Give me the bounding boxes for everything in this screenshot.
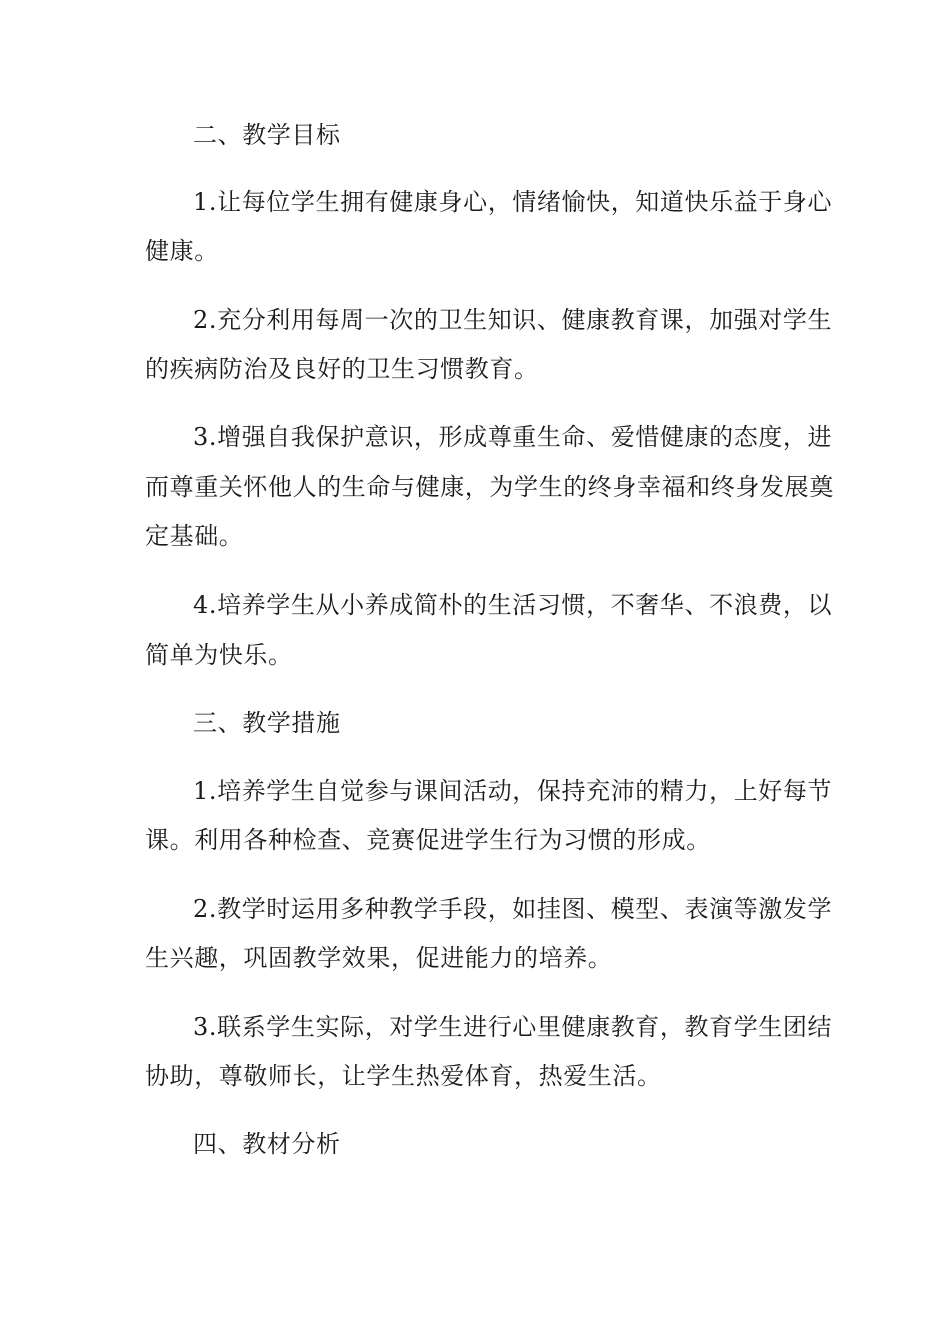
- paragraph-line: 3.联系学生实际，对学生进行心里健康教育，教育学生团结: [193, 1013, 833, 1041]
- paragraph-line: 1.培养学生自觉参与课间活动，保持充沛的精力，上好每节: [193, 777, 833, 805]
- paragraph-line: 简单为快乐。: [145, 641, 293, 669]
- paragraph-line: 生兴趣，巩固教学效果，促进能力的培养。: [145, 944, 613, 972]
- paragraph-line: 定基础。: [145, 522, 244, 550]
- section-heading-teaching-goals: 二、教学目标: [193, 121, 341, 149]
- paragraph-line: 1.让每位学生拥有健康身心，情绪愉快，知道快乐益于身心: [193, 188, 833, 216]
- paragraph-line: 健康。: [145, 237, 219, 265]
- paragraph-line: 2.教学时运用多种教学手段，如挂图、模型、表演等激发学: [193, 895, 833, 923]
- paragraph-line: 3.增强自我保护意识，形成尊重生命、爱惜健康的态度，进: [193, 423, 833, 451]
- paragraph-line: 协助，尊敬师长，让学生热爱体育，热爱生活。: [145, 1062, 662, 1090]
- paragraph-line: 的疾病防治及良好的卫生习惯教育。: [145, 355, 539, 383]
- section-heading-teaching-measures: 三、教学措施: [193, 709, 341, 737]
- paragraph-line: 4.培养学生从小养成简朴的生活习惯，不奢华、不浪费，以: [193, 591, 833, 619]
- paragraph-line: 而尊重关怀他人的生命与健康，为学生的终身幸福和终身发展奠: [145, 473, 834, 501]
- section-heading-material-analysis: 四、教材分析: [193, 1130, 341, 1158]
- paragraph-line: 课。利用各种检查、竞赛促进学生行为习惯的形成。: [145, 826, 711, 854]
- paragraph-line: 2.充分利用每周一次的卫生知识、健康教育课，加强对学生: [193, 306, 833, 334]
